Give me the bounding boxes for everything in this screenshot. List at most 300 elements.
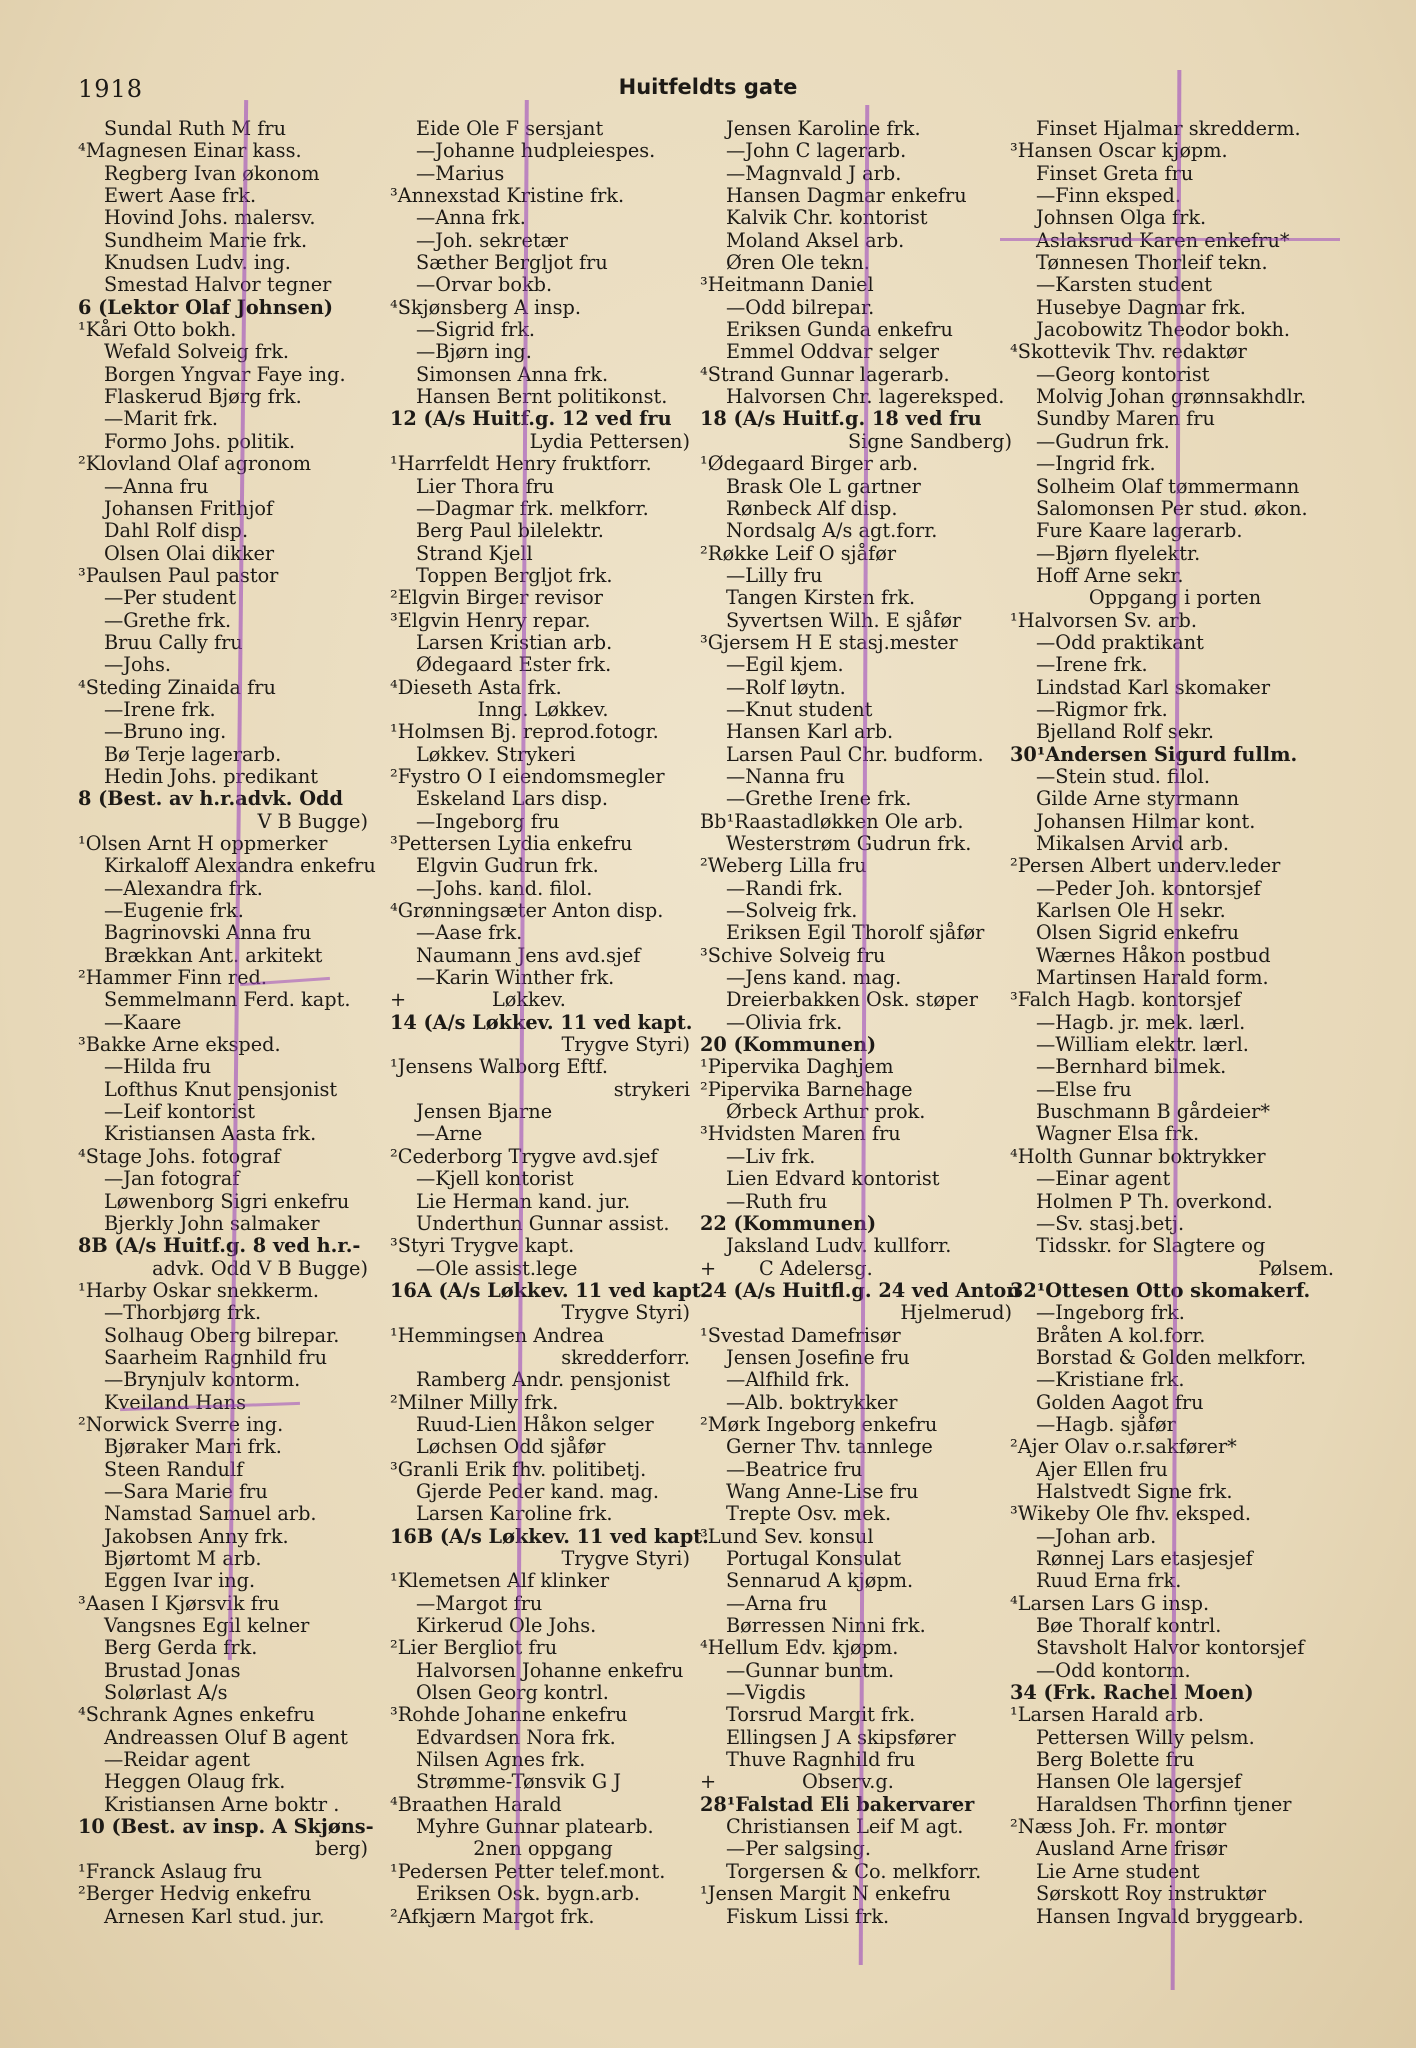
directory-entry: ²Elgvin Birger revisor (390, 586, 603, 610)
directory-entry: ³Hvidsten Maren fru (700, 1122, 901, 1146)
directory-entry: —Sara Marie fru (104, 1479, 268, 1503)
column-1 (78, 118, 374, 1928)
directory-entry: Bjerkly John salmaker (104, 1211, 320, 1235)
directory-entry: Arnesen Karl stud. jur. (104, 1904, 325, 1928)
directory-entry: —Knut student (726, 697, 873, 721)
directory-entry: ²Persen Albert underv.leder (1010, 854, 1281, 878)
directory-entry: —Margot fru (416, 1591, 543, 1615)
directory-entry: ³Heitmann Daniel (700, 273, 874, 297)
directory-entry: Kirkerud Ole Johs. (416, 1614, 597, 1638)
directory-entry: Hansen Dagmar enkefru (726, 184, 967, 208)
directory-entry: —Rolf løytn. (726, 675, 846, 699)
directory-entry: Jaksland Ludv. kullforr. (726, 1234, 952, 1258)
directory-entry: ²Pipervika Barnehage (700, 1077, 913, 1101)
directory-entry: ¹Olsen Arnt H oppmerker (78, 832, 328, 855)
directory-entry: Christiansen Leif M agt. (726, 1815, 964, 1839)
directory-entry: Bøe Thoralf kontrl. (1036, 1614, 1222, 1638)
directory-entry: —Per salgsing. (726, 1837, 871, 1861)
directory-entry: —Odd bilrepar. (726, 295, 875, 319)
directory-entry: —Grethe Irene frk. (726, 787, 912, 811)
directory-entry: —Olivia frk. (726, 1010, 843, 1034)
directory-entry: Brask Ole L gartner (726, 474, 921, 498)
directory-entry: Trepte Osv. mek. (726, 1502, 892, 1526)
directory-entry: Fure Kaare lagerarb. (1036, 519, 1243, 543)
directory-entry: + Observ.g. (700, 1770, 894, 1794)
directory-entry: Bjørtomt M arb. (104, 1547, 262, 1570)
directory-entry: Portugal Konsulat (726, 1547, 901, 1570)
directory-entry: ¹Klemetsen Alf klinker (390, 1569, 610, 1593)
directory-entry: —Solveig frk. (726, 899, 858, 923)
directory-entry: Hansen Karl arb. (726, 720, 894, 744)
directory-entry: ³Wikeby Ole fhv. eksped. (1010, 1502, 1251, 1526)
directory-entry: Lien Edvard kontorist (726, 1167, 940, 1191)
directory-entry: ¹Svestad Damefrisør (700, 1323, 901, 1347)
directory-entry: Jensen Bjarne (416, 1100, 553, 1124)
directory-entry: strykeri (613, 1077, 690, 1101)
directory-entry: Husebye Dagmar frk. (1036, 295, 1246, 319)
directory-entry: ¹Kåri Otto bokh. (78, 318, 237, 342)
directory-entry: Strand Kjell (416, 541, 533, 565)
directory-entry: ²Fystro O I eiendomsmegler (390, 764, 665, 788)
directory-entry: —Ingeborg frk. (1036, 1301, 1185, 1325)
directory-entry: Hansen Bernt politikonst. (416, 385, 668, 409)
directory-entry: Finset Greta fru (1036, 161, 1194, 185)
directory-entry: Sørskott Roy instruktør (1036, 1882, 1267, 1906)
directory-entry: + Løkkev. (390, 988, 566, 1012)
directory-entry: ¹Hemmingsen Andrea (390, 1323, 605, 1347)
directory-entry: —Arna fru (726, 1591, 828, 1615)
directory-entry: ²Hammer Finn red. (78, 966, 267, 990)
directory-entry: —Ingrid frk. (1036, 452, 1156, 476)
directory-entry: —Thorbjørg frk. (104, 1301, 262, 1325)
directory-entry: —Johs. kand. filol. (416, 876, 593, 900)
directory-entry: Kirkaloff Alexandra enkefru (104, 854, 376, 878)
directory-entry: Torgersen & Co. melkforr. (726, 1859, 982, 1883)
directory-entry: —Anna fru (104, 474, 209, 498)
directory-entry: —Johan arb. (1036, 1524, 1157, 1548)
directory-entry: Hjelmerud) (900, 1301, 1012, 1325)
directory-entry: Martinsen Harald form. (1036, 966, 1269, 990)
directory-entry: Berg Paul bilelektr. (416, 519, 604, 543)
directory-entry: Andreassen Oluf B agent (104, 1725, 348, 1749)
directory-entry: ¹Jensen Margit N enkefru (700, 1882, 951, 1906)
directory-entry: Thuve Ragnhild fru (726, 1748, 916, 1772)
directory-entry: berg) (315, 1837, 368, 1861)
directory-entry: Smestad Halvor tegner (104, 273, 332, 297)
directory-entry: —Anna frk. (416, 206, 526, 230)
directory-entry: Bruu Cally fru (104, 630, 243, 654)
directory-entry: —Marius (416, 161, 505, 185)
directory-entry: Brustad Jonas (104, 1658, 241, 1682)
directory-entry: Simonsen Anna frk. (416, 362, 609, 386)
directory-entry: ³Paulsen Paul pastor (78, 563, 279, 587)
directory-entry: ²Weberg Lilla fru (700, 854, 867, 878)
directory-entry: Sæther Bergljot fru (416, 251, 608, 275)
directory-entry: Holmen P Th. overkond. (1036, 1189, 1273, 1213)
directory-entry: + C Adelersg. (700, 1256, 873, 1280)
directory-entry: Ruud-Lien Håkon selger (416, 1412, 654, 1436)
directory-entry: Sennarud A kjøpm. (726, 1569, 914, 1593)
directory-entry: Ajer Ellen fru (1036, 1457, 1168, 1481)
address-heading: 14 (A/s Løkkev. 11 ved kapt. (390, 1010, 693, 1034)
directory-entry: —Egil kjem. (726, 653, 844, 677)
directory-entry: —Reidar agent (104, 1748, 250, 1772)
directory-entry: —Gudrun frk. (1036, 429, 1170, 453)
directory-entry: Rønbeck Alf disp. (726, 496, 898, 520)
directory-entry: Øren Ole tekn. (726, 251, 870, 275)
directory-entry: ³Annexstad Kristine frk. (390, 184, 625, 208)
directory-entry: —Beatrice fru (726, 1457, 863, 1481)
directory-entry: ²Norwick Sverre ing. (78, 1412, 284, 1436)
directory-entry: Solhaug Oberg bilrepar. (104, 1323, 340, 1347)
address-heading: 28¹Falstad Eli bakervarer (700, 1792, 975, 1816)
address-heading: 24 (A/s Huitfl.g. 24 ved Anton (700, 1278, 1021, 1302)
directory-entry: Pølsem. (1258, 1256, 1334, 1280)
directory-entry: Borgen Yngvar Faye ing. (104, 362, 346, 386)
directory-entry: ²Afkjærn Margot frk. (390, 1904, 595, 1928)
directory-entry: Eide Ole F sersjant (416, 117, 604, 140)
directory-entry: —Sigrid frk. (416, 318, 536, 342)
directory-entry: —John C lagerarb. (726, 139, 907, 163)
directory-entry: Oppgang i porten (1088, 586, 1262, 610)
directory-entry: —Lilly fru (726, 563, 823, 587)
directory-entry: Aslaksrud Karen enkefru* (1036, 228, 1290, 252)
directory-entry: —Liv frk. (726, 1144, 816, 1168)
directory-entry: Johansen Hilmar kont. (1036, 809, 1256, 833)
directory-entry: ³Bakke Arne eksped. (78, 1033, 281, 1057)
directory-entry: Larsen Karoline frk. (416, 1502, 613, 1526)
directory-entry: Finset Hjalmar skredderm. (1036, 117, 1301, 140)
directory-entry: —Irene frk. (1036, 653, 1148, 677)
directory-entry: 2nen oppgang (473, 1837, 613, 1861)
directory-entry: Lie Arne student (1036, 1859, 1200, 1883)
directory-entry: Borstad & Golden melkforr. (1036, 1345, 1307, 1369)
directory-entry: —Else fru (1036, 1077, 1132, 1101)
directory-entry: Hansen Ingvald bryggearb. (1036, 1904, 1304, 1928)
directory-entry: Toppen Bergljot frk. (416, 563, 613, 587)
directory-entry: Trygve Styri) (561, 1547, 690, 1570)
directory-entry: Namstad Samuel arb. (104, 1502, 317, 1526)
directory-entry: Ørbeck Arthur prok. (726, 1100, 926, 1124)
directory-entry: —Stein stud. filol. (1036, 764, 1210, 788)
directory-entry: Moland Aksel arb. (726, 228, 905, 252)
directory-entry: Lindstad Karl skomaker (1036, 675, 1271, 699)
directory-entry: —Kaare (104, 1010, 182, 1034)
directory-entry: Wagner Elsa frk. (1036, 1122, 1200, 1146)
directory-entry: Ødegaard Ester frk. (416, 653, 612, 677)
directory-entry: Emmel Oddvar selger (726, 340, 940, 364)
directory-entry: —Odd praktikant (1036, 630, 1204, 654)
address-heading: 16A (A/s Løkkev. 11 ved kapt. (390, 1278, 708, 1302)
directory-entry: Ausland Arne frisør (1036, 1837, 1228, 1861)
directory-entry: ³Falch Hagb. kontorsjef (1010, 988, 1241, 1012)
directory-entry: Fiskum Lissi frk. (726, 1904, 890, 1928)
directory-entry: Ruud Erna frk. (1036, 1569, 1182, 1593)
directory-entry: ²Lier Bergliot fru (390, 1636, 558, 1660)
directory-entry: Nordsalg A/s agt.forr. (726, 519, 938, 543)
directory-entry: —Kjell kontorist (416, 1167, 574, 1191)
directory-entry: Eriksen Osk. bygn.arb. (416, 1882, 640, 1906)
directory-entry: ⁴Steding Zinaida fru (78, 675, 276, 699)
directory-entry: Løkkev. Strykeri (416, 742, 576, 766)
directory-entry: Karlsen Ole H sekr. (1036, 899, 1226, 923)
directory-entry: Hansen Ole lagersjef (1036, 1770, 1242, 1794)
directory-entry: Jensen Karoline frk. (726, 117, 921, 140)
directory-entry: Flaskerud Bjørg frk. (104, 385, 302, 409)
directory-entry: ³Gjersem H E stasj.mester (700, 630, 958, 654)
directory-entry: Olsen Olai dikker (104, 541, 275, 565)
directory-entry: —Hilda fru (104, 1055, 212, 1079)
directory-entry: Larsen Kristian arb. (416, 630, 613, 654)
directory-entry: Bjelland Rolf sekr. (1036, 720, 1215, 744)
street-title: Huitfeldts gate (618, 75, 798, 99)
directory-entry: Lie Herman kand. jur. (416, 1189, 631, 1213)
directory-entry: —Grethe frk. (104, 608, 232, 632)
directory-entry: ¹Pedersen Petter telef.mont. (390, 1859, 666, 1883)
directory-entry: Wefald Solveig frk. (104, 340, 290, 364)
directory-entry: ¹Ødegaard Birger arb. (700, 452, 919, 476)
directory-entry: —Jens kand. mag. (726, 966, 902, 990)
directory-entry: —Vigdis (726, 1681, 806, 1705)
directory-entry: Buschmann B gårdeier* (1036, 1100, 1270, 1124)
directory-entry: —Brynjulv kontorm. (104, 1368, 301, 1392)
directory-entry: ¹Halvorsen Sv. arb. (1010, 608, 1198, 632)
directory-entry: —Irene frk. (104, 697, 216, 721)
address-heading: 30¹Andersen Sigurd fullm. (1010, 742, 1298, 766)
directory-entry: —Bjørn ing. (416, 340, 532, 364)
directory-entry: Eriksen Gunda enkefru (726, 318, 953, 342)
directory-entry: Golden Aagot fru (1036, 1390, 1204, 1414)
directory-entry: Vangsnes Egil kelner (104, 1614, 310, 1638)
directory-entry: ¹Harrfeldt Henry fruktforr. (390, 452, 652, 476)
directory-entry: —Karsten student (1036, 273, 1212, 297)
address-heading: 18 (A/s Huitf.g. 18 ved fru (700, 407, 982, 431)
directory-entry: ³Elgvin Henry repar. (390, 608, 591, 632)
directory-entry: ⁴Grønningsæter Anton disp. (390, 899, 664, 923)
directory-entry: Johansen Frithjof (104, 496, 274, 520)
directory-entry: Dreierbakken Osk. støper (726, 988, 978, 1012)
directory-entry: Signe Sandberg) (848, 429, 1012, 453)
directory-entry: ³Rohde Johanne enkefru (390, 1703, 628, 1727)
directory-entry: Molvig Johan grønnsakhdlr. (1036, 385, 1307, 409)
directory-entry: —Johanne hudpleiespes. (416, 139, 656, 163)
column-2 (390, 117, 709, 1928)
directory-entry: Jakobsen Anny frk. (104, 1524, 289, 1548)
directory-entry: Stavsholt Halvor kontorsjef (1036, 1636, 1305, 1660)
directory-entry: Pettersen Willy pelsm. (1036, 1725, 1255, 1749)
directory-entry: —Magnvald J arb. (726, 161, 902, 185)
directory-entry: —Aase frk. (416, 921, 523, 945)
directory-entry: —Bernhard bilmek. (1036, 1055, 1227, 1079)
address-heading: 10 (Best. av insp. A Skjøns- (78, 1815, 374, 1839)
directory-entry: Ellingsen J A skipsfører (726, 1725, 956, 1749)
directory-entry: Brækkan Ant. arkitekt (104, 943, 323, 967)
directory-entry: —Eugenie frk. (104, 899, 244, 923)
directory-entry: Johnsen Olga frk. (1036, 206, 1207, 230)
directory-entry: Kristiansen Arne boktr . (104, 1792, 340, 1816)
directory-entry: Kalvik Chr. kontorist (726, 206, 928, 230)
directory-entry: Løchsen Odd sjåfør (416, 1435, 606, 1459)
directory-entry: Olsen Georg kontrl. (416, 1681, 609, 1705)
directory-entry: Bø Terje lagerarb. (104, 742, 282, 766)
directory-entry: Salomonsen Per stud. økon. (1036, 496, 1308, 520)
pencil-mark (1000, 238, 1340, 241)
directory-entry: Eriksen Egil Thorolf sjåfør (726, 921, 985, 945)
address-heading: 32¹Ottesen Otto skomakerf. (1010, 1278, 1311, 1302)
address-heading: 12 (A/s Huitf.g. 12 ved fru (390, 407, 672, 431)
directory-entry: —Hagb. jr. mek. lærl. (1036, 1010, 1246, 1034)
directory-entry: —William elektr. lærl. (1036, 1033, 1249, 1057)
directory-entry: ³Granli Erik fhv. politibetj. (390, 1457, 647, 1481)
directory-entry: Westerstrøm Gudrun frk. (726, 832, 972, 855)
directory-entry: Ewert Aase frk. (104, 184, 257, 208)
directory-entry: skredderforr. (561, 1345, 690, 1369)
directory-entry: Olsen Sigrid enkefru (1036, 921, 1240, 945)
directory-entry: ⁴Larsen Lars G insp. (1010, 1591, 1210, 1615)
directory-entry: —Georg kontorist (1036, 362, 1210, 386)
directory-entry: ²Næss Joh. Fr. montør (1010, 1815, 1227, 1839)
directory-entry: Tangen Kirsten frk. (726, 586, 916, 610)
directory-entry: Formo Johs. politik. (104, 429, 296, 453)
directory-entry: ³Styri Trygve kapt. (390, 1234, 575, 1258)
directory-entry: —Nanna fru (726, 764, 845, 788)
directory-entry: Elgvin Gudrun frk. (416, 854, 599, 878)
directory-entry: Bb¹Raastadløkken Ole arb. (700, 809, 964, 833)
directory-entry: Halstvedt Signe frk. (1036, 1479, 1233, 1503)
directory-entry: ⁴Holth Gunnar boktrykker (1010, 1144, 1266, 1168)
directory-entry: Hovind Johs. malersv. (104, 206, 316, 230)
directory-entry: Gjerde Peder kand. mag. (416, 1479, 659, 1503)
directory-entry: Jensen Josefine fru (726, 1345, 910, 1369)
directory-entry: —Joh. sekretær (416, 228, 568, 252)
directory-entry: ²Berger Hedvig enkefru (78, 1882, 312, 1906)
directory-entry: ⁴Skottevik Thv. redaktør (1010, 340, 1247, 364)
directory-entry: ¹Harby Oskar snekkerm. (78, 1278, 319, 1302)
directory-entry: Lydia Pettersen) (529, 429, 690, 453)
directory-entry: —Kristiane frk. (1036, 1368, 1185, 1392)
directory-entry: —Sv. stasj.betj. (1036, 1211, 1185, 1235)
directory-entry: —Randi frk. (726, 876, 843, 900)
directory-entry: Larsen Paul Chr. budform. (726, 742, 984, 766)
directory-entry: —Finn eksped. (1036, 184, 1182, 208)
directory-entry: ³Pettersen Lydia enkefru (390, 832, 633, 855)
directory-entry: ⁴Skjønsberg A insp. (390, 295, 581, 319)
directory-entry: ⁴Magnesen Einar kass. (78, 139, 302, 163)
directory-entry: V B Bugge) (257, 809, 368, 833)
directory-entry: Løwenborg Sigri enkefru (104, 1189, 350, 1213)
directory-entry: ¹Pipervika Daghjem (700, 1055, 894, 1079)
directory-entry: Syvertsen Wilh. E sjåfør (726, 608, 962, 632)
directory-entry: ²Røkke Leif O sjåfør (700, 541, 897, 565)
directory-entry: Jacobowitz Theodor bokh. (1036, 318, 1291, 342)
directory-entry: Lier Thora fru (416, 474, 555, 498)
directory-entry: ²Milner Milly frk. (390, 1390, 559, 1414)
directory-entry: Solørlast A/s (104, 1681, 228, 1705)
directory-entry: Semmelmann Ferd. kapt. (104, 988, 351, 1012)
directory-entry: Hedin Johs. predikant (104, 764, 319, 788)
directory-entry: —Odd kontorm. (1036, 1658, 1191, 1682)
directory-entry: Tønnesen Thorleif tekn. (1036, 251, 1268, 275)
directory-entry: Tidsskr. for Slagtere og (1036, 1234, 1266, 1258)
address-heading: 22 (Kommunen) (700, 1211, 877, 1235)
directory-entry: ³Aasen I Kjørsvik fru (78, 1591, 280, 1615)
directory-entry: Dahl Rolf disp. (104, 519, 249, 543)
address-heading: 16B (A/s Løkkev. 11 ved kapt. (390, 1524, 709, 1548)
directory-entry: Eggen Ivar ing. (104, 1569, 256, 1593)
directory-entry: Bjøraker Mari frk. (104, 1435, 282, 1459)
directory-entry: ³Hansen Oscar kjøpm. (1010, 139, 1228, 163)
directory-entry: Regberg Ivan økonom (104, 161, 320, 185)
directory-entry: ²Mørk Ingeborg enkefru (700, 1412, 938, 1436)
address-heading: 6 (Lektor Olaf Johnsen) (78, 295, 333, 319)
directory-entry: ⁴Hellum Edv. kjøpm. (700, 1636, 899, 1660)
directory-entry: Gilde Arne styrmann (1036, 787, 1240, 811)
directory-entry: Berg Bolette fru (1036, 1748, 1195, 1772)
directory-entry: —Orvar bokb. (416, 273, 553, 297)
directory-entry: Hoff Arne sekr. (1036, 563, 1184, 587)
directory-entry: Halvorsen Johanne enkefru (416, 1658, 684, 1682)
directory-entry: Berg Gerda frk. (104, 1636, 258, 1660)
directory-entry: Naumann Jens avd.sjef (416, 943, 641, 967)
directory-entry: ²Ajer Olav o.r.sakfører* (1010, 1435, 1237, 1459)
directory-entry: Strømme-Tønsvik G J (416, 1770, 622, 1794)
directory-entry: Haraldsen Thorfinn tjener (1036, 1792, 1292, 1816)
directory-entry: Heggen Olaug frk. (104, 1770, 286, 1794)
page-number: 1918 (78, 75, 144, 103)
directory-entry: Lofthus Knut pensjonist (104, 1077, 338, 1101)
directory-entry: Myhre Gunnar platearb. (416, 1815, 654, 1839)
directory-entry: —Arne (416, 1122, 483, 1146)
directory-entry: Bagrinovski Anna fru (104, 921, 312, 945)
directory-entry: Halvorsen Chr. lagereksped. (726, 385, 1005, 409)
directory-entry: ¹Larsen Harald arb. (1010, 1703, 1204, 1727)
directory-entry: —Dagmar frk. melkforr. (416, 496, 649, 520)
directory-entry: —Jan fotograf (104, 1167, 240, 1191)
directory-entry: Rønnej Lars etasjesjef (1036, 1547, 1253, 1570)
directory-entry: —Ingeborg fru (416, 809, 560, 833)
directory-entry: Trygve Styri) (561, 1301, 690, 1325)
directory-entry: ⁴Strand Gunnar lagerarb. (700, 362, 950, 386)
directory-entry: Kveiland Hans (104, 1390, 247, 1414)
directory-entry: Knudsen Ludv. ing. (104, 251, 291, 275)
directory-entry: ¹Holmsen Bj. reprod.fotogr. (390, 720, 659, 744)
directory-entry: Steen Randulf (104, 1457, 244, 1481)
directory-entry: —Bjørn flyelektr. (1036, 541, 1201, 565)
directory-entry: —Leif kontorist (104, 1100, 256, 1124)
directory-entry: —Ruth fru (726, 1189, 828, 1213)
directory-entry: Mikalsen Arvid arb. (1036, 832, 1229, 855)
directory-entry: ¹Franck Aslaug fru (78, 1859, 262, 1883)
directory-entry: —Gunnar buntm. (726, 1658, 895, 1682)
directory-entry: —Peder Joh. kontorsjef (1036, 876, 1261, 900)
directory-entry: —Alb. boktrykker (726, 1390, 898, 1414)
directory-entry: —Karin Winther frk. (416, 966, 615, 990)
directory-entry: ⁴Dieseth Asta frk. (390, 675, 562, 699)
address-heading: 8 (Best. av h.r.advk. Odd (78, 787, 343, 811)
directory-entry: Solheim Olaf tømmermann (1036, 474, 1300, 498)
directory-entry: Eskeland Lars disp. (416, 787, 609, 811)
directory-entry: Underthun Gunnar assist. (416, 1211, 670, 1235)
directory-entry: ²Cederborg Trygve avd.sjef (390, 1144, 658, 1168)
directory-entry: —Johs. (104, 653, 172, 677)
directory-entry: ¹Jensens Walborg Eftf. (390, 1055, 609, 1079)
directory-entry: Sundheim Marie frk. (104, 228, 308, 252)
directory-entry: Sundby Maren fru (1036, 407, 1215, 431)
directory-entry: ⁴Braathen Harald (390, 1792, 562, 1816)
directory-entry: advk. Odd V B Bugge) (152, 1256, 368, 1280)
directory-entry: Inng. Løkkev. (477, 697, 609, 721)
directory-entry: Wang Anne-Lise fru (726, 1479, 919, 1503)
